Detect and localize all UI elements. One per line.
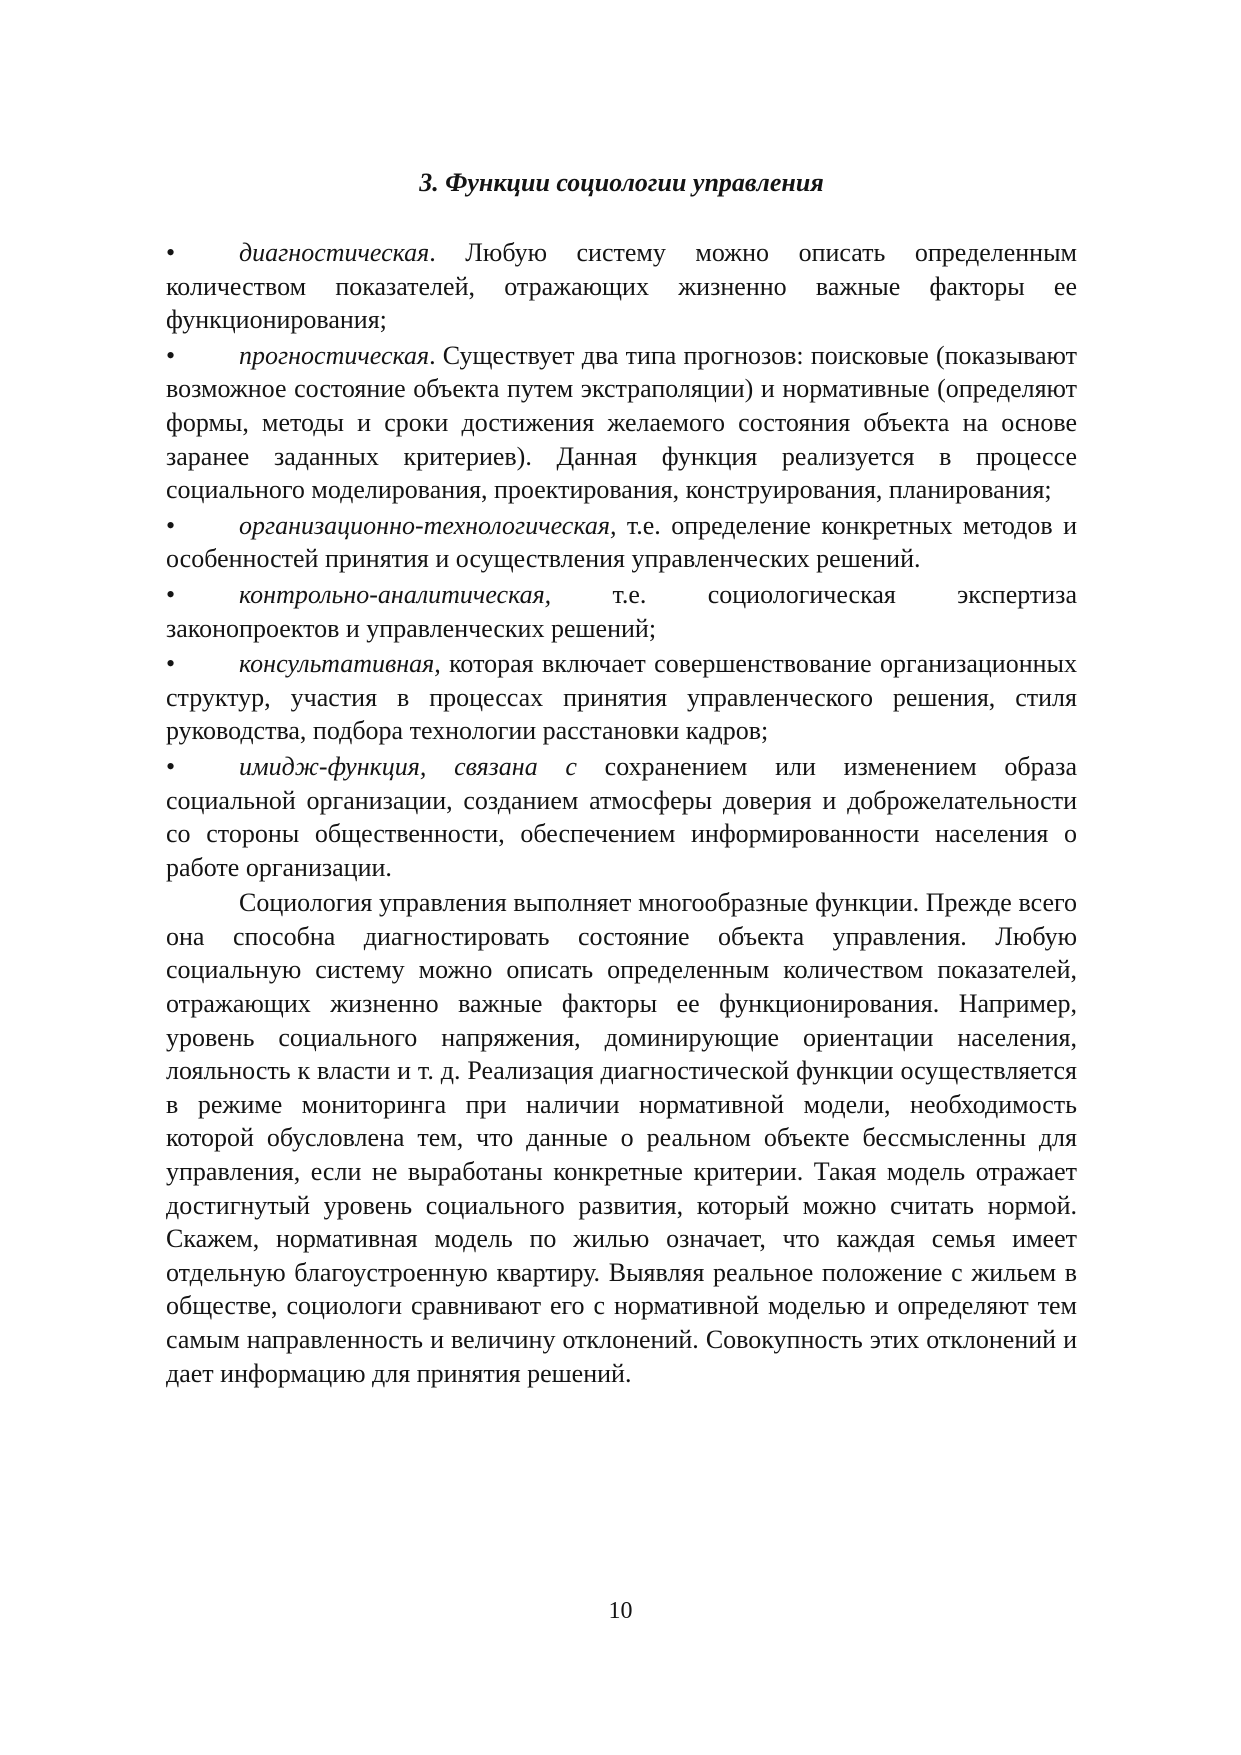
function-description: т.е. социологическая экспертиза законопроектов и управленческих решений; xyxy=(166,579,1077,643)
function-item-consultative xyxy=(166,647,1077,748)
bullet-icon: • xyxy=(166,751,176,781)
function-description: . Существует два типа прогнозов: поисковые (показывают возможное состояние объекта путем экстраполяции) и нормативные (определяют формы, методы и сроки достижения желаемого состояния объекта на основе заранее заданных критериев). Данная функция реализуется в процессе социального моделирования, проектирования, конструирования, планирования; xyxy=(166,340,1077,505)
function-description: которая включает совершенствование организационных структур, участия в процессах принятия управленческого решения, стиля руководства, подбора технологии расстановки кадров; xyxy=(166,649,1077,746)
function-item-diagnostic xyxy=(166,236,1077,337)
bullet-icon: • xyxy=(166,510,176,540)
function-term: диагностическая xyxy=(239,238,430,267)
function-item-organizational xyxy=(166,509,1077,576)
function-term: имидж-функция, связана с xyxy=(239,751,577,781)
bullet-icon: • xyxy=(166,649,176,679)
body-paragraph: Социология управления выполняет многообразные функции. Прежде всего она способна диагностировать состояние объекта управления. Любую социальную систему можно описать определенным количеством показателей, отражающих жизненно важные факторы ее функционирования. Например, уровень социального напряжения, доминирующие ориентации населения, лояльность к власти и т. д. Реализация диагностической функции осуществляется в режиме мониторинга при наличии нормативной модели, необходимость которой обусловлена тем, что данные о реальном объекте бессмысленны для управления, если не выработаны конкретные критерии. Такая модель отражает достигнутый уровень социального развития, который можно считать нормой. Скажем, нормативная модель по жилью означает, что каждая семья имеет отдельную благоустроенную квартиру. Выявляя реальное положение с жильем в обществе, социологи сравнивают его с нормативной моделью и определяют тем самым направленность и величину отклонений. Совокупность этих отклонений и дает информацию для принятия решений. xyxy=(166,888,1077,1388)
bullet-icon: • xyxy=(166,238,176,267)
document-body xyxy=(166,236,1077,1390)
function-term: прогностическая xyxy=(239,340,430,370)
page-number: 10 xyxy=(608,1598,633,1624)
function-description: т.е. определение конкретных методов и особенностей принятия и осуществления управленческих решений. xyxy=(166,510,1077,574)
function-term: консультативная, xyxy=(239,649,441,679)
function-item-image xyxy=(166,750,1077,884)
functions-list xyxy=(166,236,1077,884)
function-item-prognostic xyxy=(166,339,1077,507)
function-description: . Любую систему можно описать определенным количеством показателей, отражающих жизненно важные факторы ее функционирования; xyxy=(166,238,1077,335)
function-term: организационно-технологическая, xyxy=(239,510,617,540)
bullet-icon: • xyxy=(166,579,176,609)
bullet-icon: • xyxy=(166,340,176,370)
function-item-control xyxy=(166,578,1077,645)
function-term: контрольно-аналитическая, xyxy=(239,579,552,609)
function-description: сохранением или изменением образа социальной организации, созданием атмосферы доверия и доброжелательности со стороны общественности, обеспечением информированности населения о работе организации. xyxy=(166,751,1077,882)
section-title: 3. Функции социологии управления xyxy=(419,168,824,197)
